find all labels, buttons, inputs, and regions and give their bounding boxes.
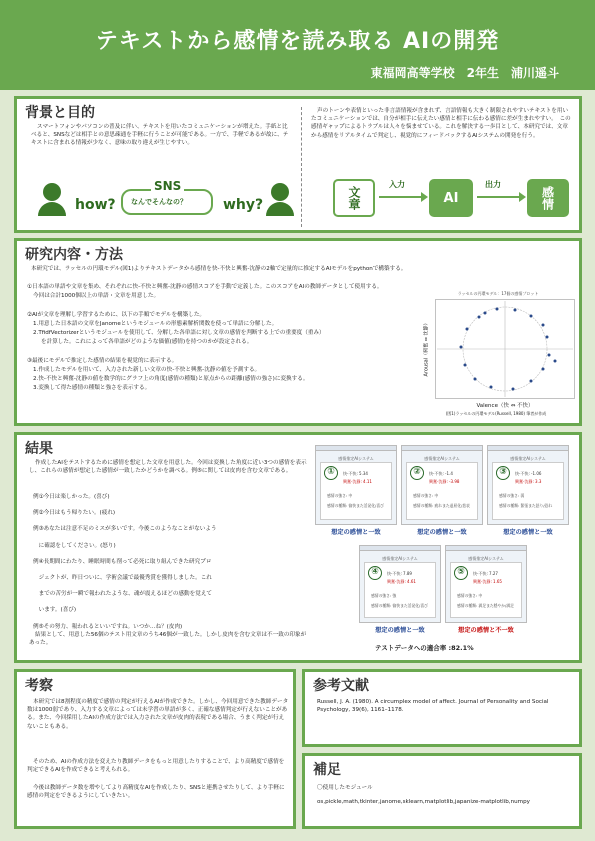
arousal: 興奮-沈静: 4.11 xyxy=(343,479,372,484)
background-left-text: スマートフォンやパソコンの普及に伴い、テキストを用いたコミュニケーションが増えた。手紙と比べると、SNSなどは相手との意思疎通を手軽に行うことが可能である。一方で、手軽であるが故に、テキストに含まれる情報が少なく、意味の取り違えが生じやすい。 xyxy=(31,124,289,147)
arousal: 興奮-沈静: 4.61 xyxy=(387,579,416,584)
background-right-text: 声のトーンや表情といった非言語情報が含まれず、言語情報も大きく制限されやすいテキストを用いたコミュニケーションでは、自分が相手に伝えたい感情と相手に伝わる感情に差が生まれやすい。 この感情ギャップによるトラブルは人々を悩ませている。これを解決する一歩目として、本研究では、文章から感情をリアルタイムで判定し、視覚的にフィードバックするAIシステムの開発を行う。 xyxy=(311,108,571,139)
shot-number: ② xyxy=(410,466,424,480)
flow-out-label: 出力 xyxy=(485,180,501,189)
method-step2a: 1.用意した日本語の文章をJanomeというモジュールの形態素解析関数を使って単語に分解した。 xyxy=(33,321,278,327)
supplement-label: 〇使用したモジュール xyxy=(317,785,373,791)
shot-number: ① xyxy=(324,466,338,480)
references-panel xyxy=(302,669,582,747)
poster-author: 東福岡高等学校 2年生 浦川遥斗 xyxy=(370,66,559,80)
valence: 快-不快: 7.27 xyxy=(473,571,498,576)
shot-number: ⑤ xyxy=(454,566,468,580)
method-title: 研究内容・方法 xyxy=(25,247,123,263)
app-screenshot-1 xyxy=(315,445,397,525)
emotion-type: 感情の種類: 疲れまた退屈化/悲哀 xyxy=(413,503,470,508)
ai-box xyxy=(429,179,473,217)
results-title: 結果 xyxy=(25,441,53,457)
example-5: 例⑤その努力、報われるといいですね。いつか…ね？(皮肉) xyxy=(33,623,183,630)
strength: 感情の強さ: 弱 xyxy=(499,493,525,498)
header-banner xyxy=(0,0,595,90)
figure-title: ラッセルの円環モデル：17個の感情プロット xyxy=(457,291,539,296)
divider xyxy=(301,107,302,227)
method-intro: 本研究では、ラッセルの円環モデル(図1)よりテキストデータから感情を快-不快と興奮-沈静の2軸で定量的に推定するAIモデルをpythonで構築する。 xyxy=(31,266,407,272)
arousal: 興奮-沈静: -3.98 xyxy=(429,479,460,484)
results-intro: 作成したAIをテストするために感情を想定した文章を用意した。今回は変換した角度に近い3つの感情を表示し、これらの感情が想定した感情が一致したかどうかを調べる。例⑤に関しては皮肉を含む文章である。 xyxy=(29,460,307,475)
discussion-p3: 今後は教師データ数を増やしてより高精度なAIを作成したり、SNSと連携させたりして、より手軽に感情の判定をできるようにしていきたい。 xyxy=(27,785,285,800)
window-bar xyxy=(488,446,568,451)
background-title: 背景と目的 xyxy=(25,105,95,121)
valence: 快-不快: 7.89 xyxy=(387,571,412,576)
example-4b: ジェクトが、昨日ついに、学術会議で最優秀賞を獲得しました。これ xyxy=(33,575,212,582)
emotion-type: 感情の種類: 愉快また活発化/喜び xyxy=(371,603,428,608)
result-card xyxy=(406,462,478,520)
result-card xyxy=(450,562,522,618)
ai-box-label: AI xyxy=(443,190,459,206)
app-title: 感情推定AIシステム xyxy=(468,556,504,561)
caption-2: 想定の感情と一致 xyxy=(417,529,467,536)
person-icon xyxy=(43,183,61,201)
valence: 快-不快: 5.34 xyxy=(343,471,368,476)
result-card xyxy=(320,462,392,520)
poster-title: テキストから感情を読み取る AIの開発 xyxy=(95,29,500,54)
caption-4: 想定の感情と一致 xyxy=(375,627,425,634)
emotion-type: 感情の種類: 満足また穏やか/満足 xyxy=(457,603,514,608)
strength: 感情の強さ: 中 xyxy=(413,493,439,498)
arrow-in-head xyxy=(421,192,428,202)
results-panel xyxy=(14,432,582,663)
strength: 感情の強さ: 中 xyxy=(327,493,353,498)
supplement-modules: os,pickle,math,tkinter,janome,sklearn,matplotlib,japanize-matplotlib,numpy xyxy=(317,799,530,805)
shot-number: ④ xyxy=(368,566,382,580)
flow-in-label: 入力 xyxy=(389,180,405,189)
why-label: why? xyxy=(223,197,264,213)
example-1: 例①今日は楽しかった。(喜び) xyxy=(33,494,110,500)
accuracy-label: テストデータへの適合率 :82.1% xyxy=(375,644,474,652)
arrow-out-head xyxy=(519,192,526,202)
valence: 快-不快: -1.06 xyxy=(515,471,542,476)
caption-5: 想定の感情と不一致 xyxy=(458,627,514,634)
example-4: 例④長期間にわたり、睡眠時間も削って必死に取り組んできた研究プロ xyxy=(33,558,212,565)
text-box xyxy=(333,179,375,217)
app-screenshot-4 xyxy=(359,545,441,623)
person-body-icon-2 xyxy=(266,202,294,216)
discussion-p1: 本研究では8割程度の精度で感情の判定が行えるAIが作成できた。しかし、今回用意できた教師データ数は1000弱であり、入力する文章によっては未学習の単語が多く、正確な感情判定が行えないことがある。また、今回採用したAIの作成方法では入力された文章が皮肉的表現である場合、うまく判定が行えないこともある。 xyxy=(27,699,289,730)
method-step1b: 今回は合計1000個以上の単語・文章を用意した。 xyxy=(33,293,160,299)
person-icon-2 xyxy=(271,183,289,201)
emotion-box-label: 感情 xyxy=(540,186,555,210)
method-panel xyxy=(14,238,582,426)
shot-number: ③ xyxy=(496,466,510,480)
arousal: 興奮-沈静: 1.65 xyxy=(473,579,502,584)
method-step3b: 2.快-不快と興奮-沈静の値を数学的にグラフ上の角度(感情の種類)と原点からの距離(感情の強さ)に変換する。 xyxy=(33,376,309,382)
emotion-box xyxy=(527,179,569,217)
discussion-title: 考察 xyxy=(25,678,53,694)
result-card xyxy=(364,562,436,618)
arrow-in xyxy=(379,196,423,198)
results-summary: 結果として、用意した56個のテスト用文章のうち46個が一致した。しかし皮肉を含む文章は不一致の印象があった。 xyxy=(29,632,307,647)
strength: 感情の強さ: 中 xyxy=(457,593,483,598)
method-step2c: を計算した。これによって各単語がどのような価値(感情)を持つのかが設定される。 xyxy=(41,339,253,345)
app-title: 感情推定AIシステム xyxy=(338,456,374,461)
app-title: 感情推定AIシステム xyxy=(510,456,546,461)
method-step3: ③最後にモデルで推定した感情の結果を視覚的に表示する。 xyxy=(27,358,178,364)
arrow-out xyxy=(477,196,521,198)
background-panel xyxy=(14,96,582,233)
app-title: 感情推定AIシステム xyxy=(424,456,460,461)
circumplex-plot xyxy=(435,299,575,399)
figure-ylabel: Arousal（興奮 ⇔ 沈静） xyxy=(423,320,430,377)
method-step3a: 1.作成したモデルを用いて、入力された新しい文章の快-不快と興奮-沈静の値を予測する。 xyxy=(33,367,261,373)
example-4d: います。(喜び) xyxy=(33,607,77,614)
sns-label: SNS xyxy=(151,179,184,193)
app-title: 感情推定AIシステム xyxy=(382,556,418,561)
window-bar xyxy=(316,446,396,451)
method-step1: ①日本語の単語や文章を集め、それぞれに快-不快と興奮-沈静の感情スコアを手動で定義した。このスコアをAIの教師データとして使用する。 xyxy=(27,284,383,290)
how-label: how? xyxy=(75,197,116,213)
window-bar xyxy=(402,446,482,451)
emotion-type: 感情の種類: 愉快また活発化/喜び xyxy=(327,503,384,508)
example-3: 例③あなたは注意不足のミスが多いです。今後このようなことがないよう xyxy=(33,526,217,533)
app-screenshot-5 xyxy=(445,545,527,623)
example-2: 例②今日はもう帰りたい。(疲れ) xyxy=(33,510,116,517)
figure-russell xyxy=(417,291,575,421)
caption-3: 想定の感情と一致 xyxy=(503,529,553,536)
figure-xlabel: Valence（快 ⇔ 不快） xyxy=(476,403,534,409)
valence: 快-不快: -1.4 xyxy=(429,471,453,476)
example-4c: までの苦労が一瞬で報われたような、魂が震えるほどの感動を覚えて xyxy=(33,591,213,598)
discussion-panel xyxy=(14,669,296,829)
strength: 感情の強さ: 強 xyxy=(371,593,397,598)
references-title: 参考文献 xyxy=(313,678,369,694)
method-step2b: 2.TfidfVectorizerというモジュールを使用して、分解した各単語に対し文章の感情を判断する上での重要度（重み） xyxy=(33,330,325,336)
caption-1: 想定の感情と一致 xyxy=(331,529,381,536)
app-screenshot-3 xyxy=(487,445,569,525)
app-screenshot-2 xyxy=(401,445,483,525)
result-card xyxy=(492,462,564,520)
window-bar xyxy=(446,546,526,551)
supplement-panel xyxy=(302,753,582,829)
example-list xyxy=(29,493,319,631)
sns-sub: なんでそんなの？ xyxy=(131,198,187,206)
text-box-label: 文章 xyxy=(347,186,361,210)
person-body-icon xyxy=(38,202,66,216)
discussion-p2: そのため、AIの作成方法を変えたり教師データをもっと用意したりすることで、より高精度で感情を判定できるAIを作成できると考えられる。 xyxy=(27,759,285,774)
figure-caption: (図1)ラッセルの円環モデル(Russell, 1980) 筆者が作成 xyxy=(445,411,547,416)
example-3b: に確認をしてください。(怒り) xyxy=(33,542,116,549)
supplement-title: 補足 xyxy=(313,762,341,778)
method-step3c: 3.変換して得た感情の種類と強さを表示する。 xyxy=(33,385,151,391)
window-bar xyxy=(360,546,440,551)
method-step2: ②AIが文章を理解し学習するために、以下の手順でモデルを構築した。 xyxy=(27,312,206,318)
emotion-type: 感情の種類: 緊張また怒り/恐れ xyxy=(499,503,553,508)
references-text: Russell, J. A. (1980). A circumplex model of affect. Journal of Personality and Social Psychology, 39(6), 1161–1178. xyxy=(317,699,549,714)
arousal: 興奮-沈静: 3.3 xyxy=(515,479,542,484)
